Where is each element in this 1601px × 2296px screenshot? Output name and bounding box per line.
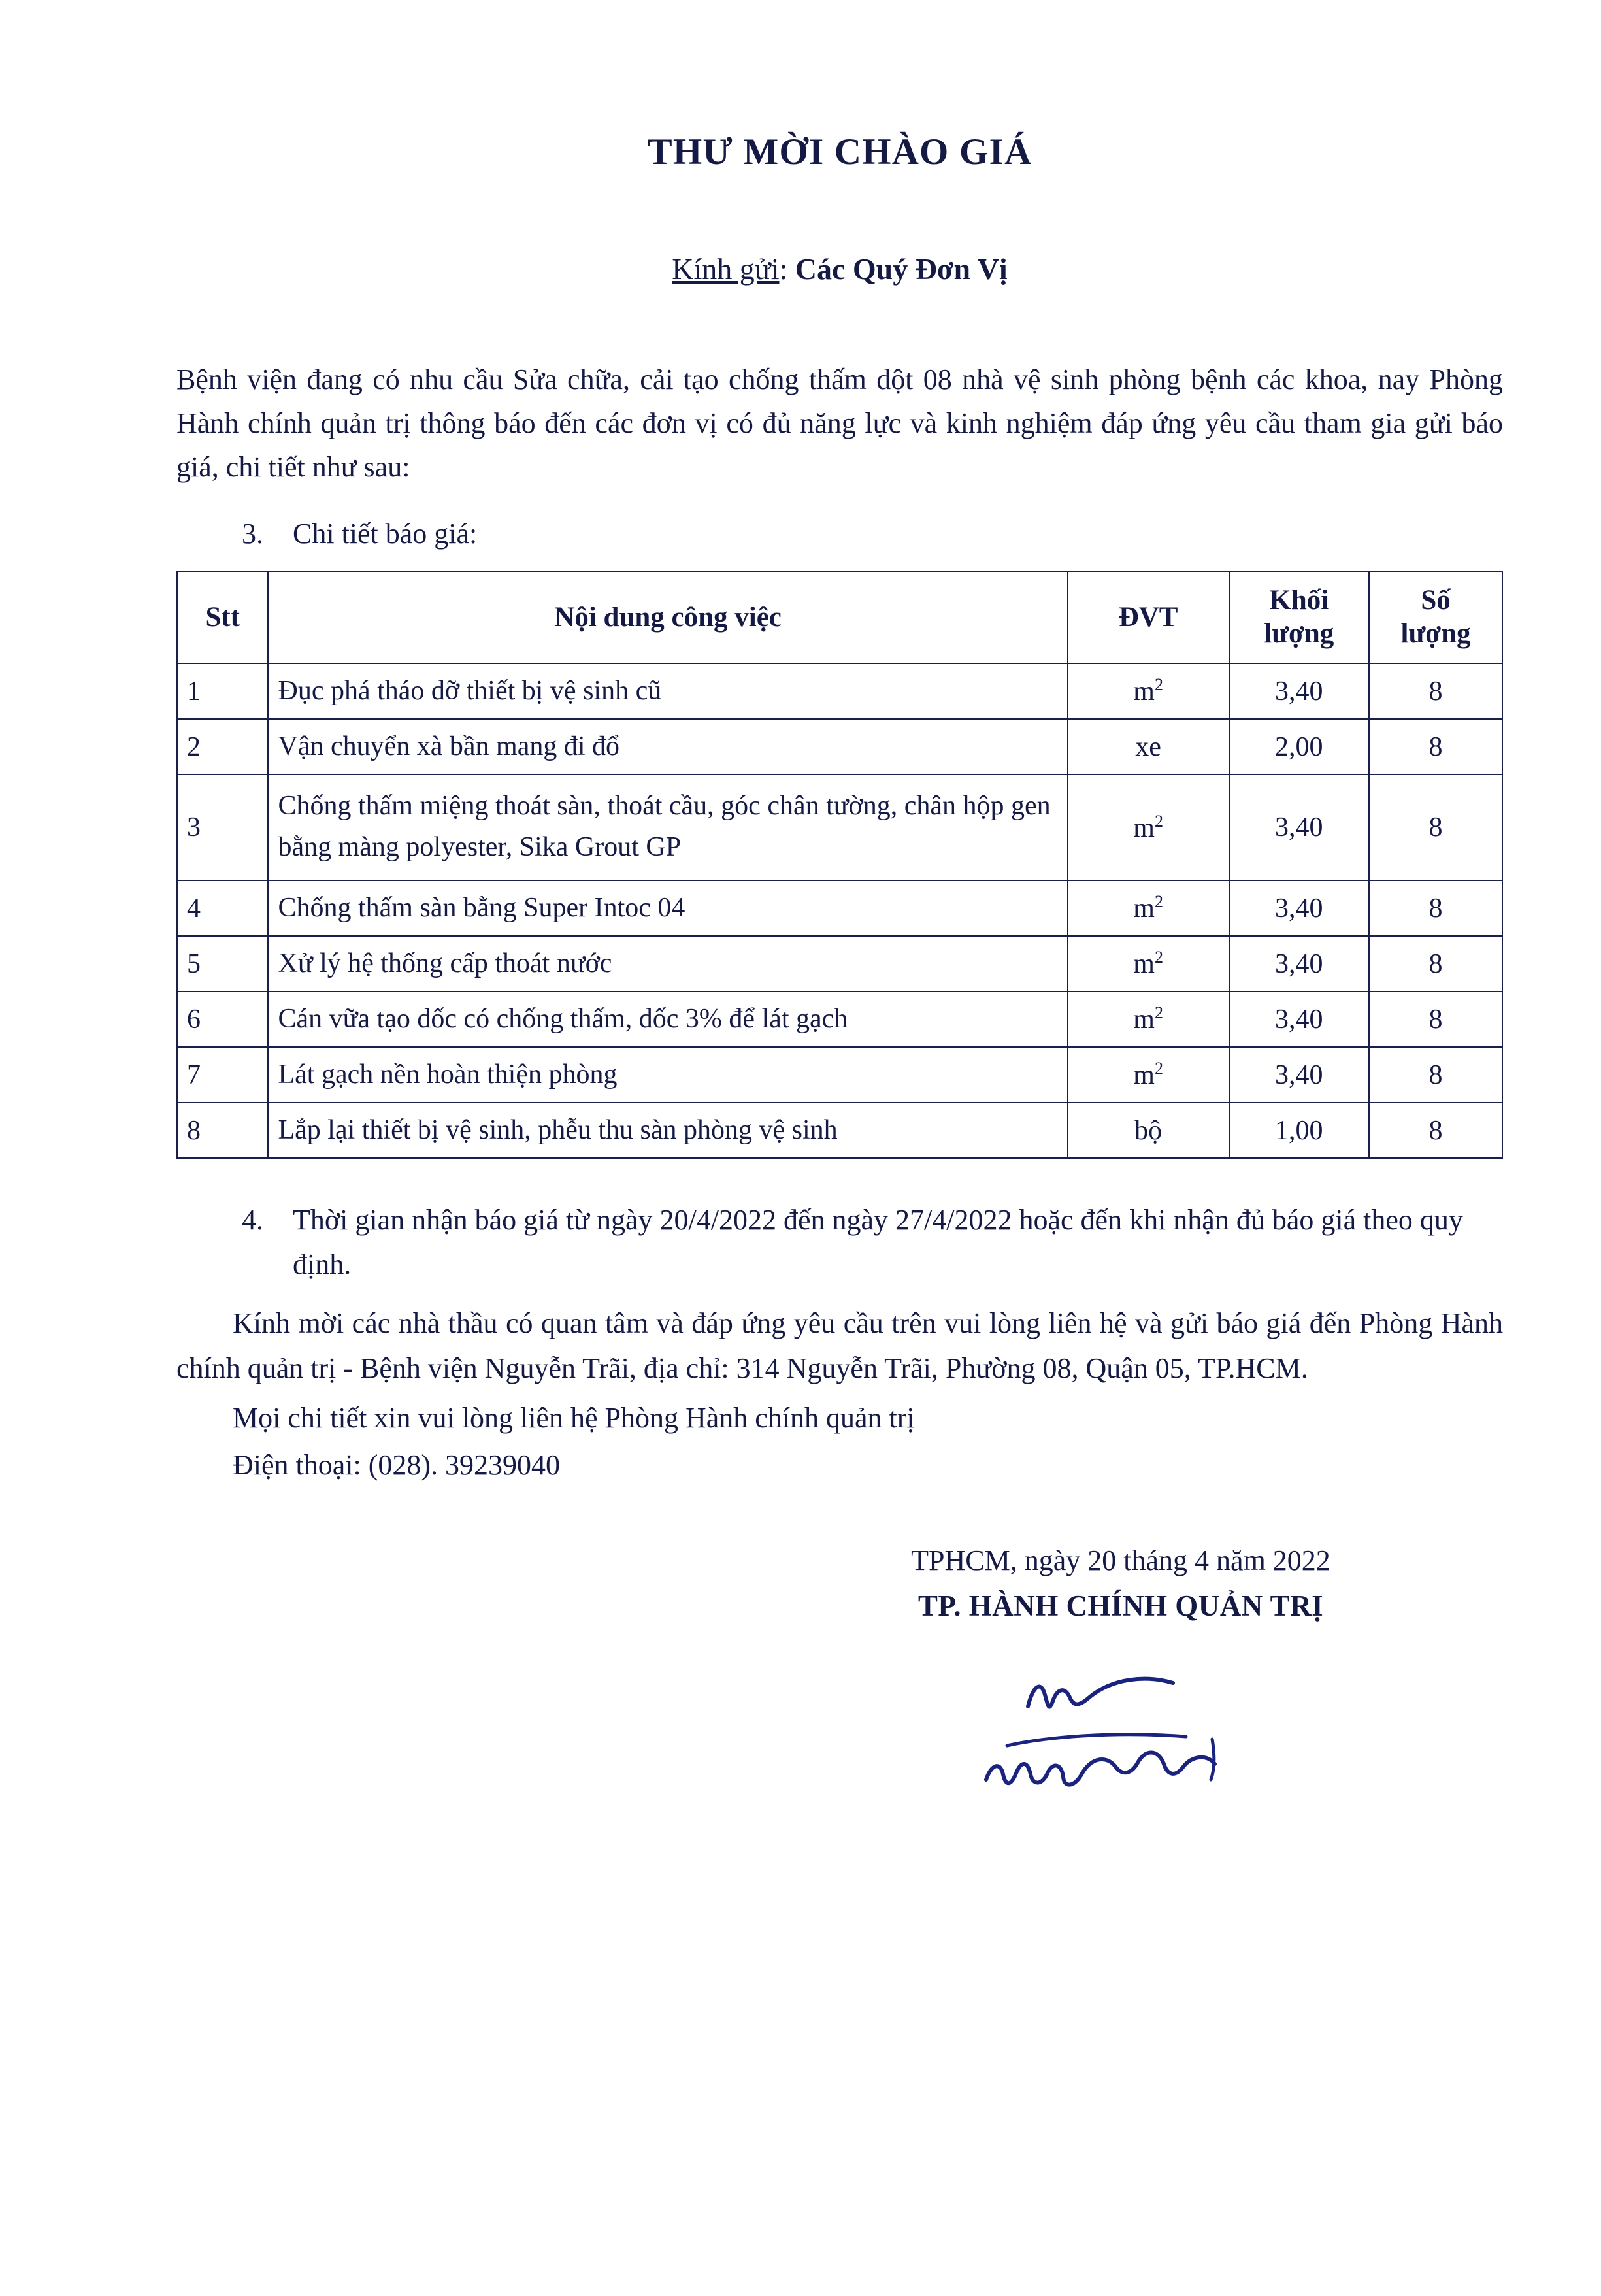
sign-place-date: TPHCM, ngày 20 tháng 4 năm 2022 <box>911 1544 1330 1577</box>
cell-content: Lắp lại thiết bị vệ sinh, phễu thu sàn phòng vệ sinh <box>268 1103 1067 1158</box>
table-row <box>177 663 1502 719</box>
cell-unit-exponent: 2 <box>1154 892 1163 911</box>
phone-line: Điện thoại: (028). 39239040 <box>233 1448 561 1481</box>
cell-unit-exponent: 2 <box>1154 1059 1163 1078</box>
cell-stt: 5 <box>177 936 268 991</box>
cell-unit-exponent: 2 <box>1154 948 1163 967</box>
table-row <box>177 1047 1502 1103</box>
recipient-prefix: Kính gửi <box>672 252 780 286</box>
column-header-volume-line2: lượng <box>1264 618 1334 650</box>
post-table-content <box>176 1198 1503 1812</box>
cell-unit-text: xe <box>1135 732 1161 762</box>
section-4-item <box>176 1198 1503 1287</box>
column-header-quantity <box>1369 571 1502 663</box>
cell-unit <box>1068 936 1229 991</box>
cell-volume: 3,40 <box>1229 991 1370 1047</box>
cell-quantity: 8 <box>1369 1103 1502 1158</box>
signature-icon <box>951 1669 1291 1812</box>
recipient-colon: : <box>779 252 795 286</box>
cell-stt: 4 <box>177 880 268 936</box>
table-row <box>177 991 1502 1047</box>
contact-line: Mọi chi tiết xin vui lòng liên hệ Phòng Hành chính quản trị <box>233 1401 915 1434</box>
cell-volume: 3,40 <box>1229 663 1370 719</box>
table-row <box>177 936 1502 991</box>
section-3-label: Chi tiết báo giá: <box>293 517 478 550</box>
table-row <box>177 1103 1502 1158</box>
cell-stt: 6 <box>177 991 268 1047</box>
table-header-row <box>177 571 1502 663</box>
recipient-name: Các Quý Đơn Vị <box>795 252 1008 286</box>
section-4-text: Thời gian nhận báo giá từ ngày 20/4/2022 đến ngày 27/4/2022 hoặc đến khi nhận đủ báo giá theo quy định. <box>293 1204 1463 1281</box>
column-header-quantity-line2: lượng <box>1400 618 1471 650</box>
cell-volume: 2,00 <box>1229 719 1370 774</box>
cell-unit-text: bộ <box>1134 1116 1163 1146</box>
cell-stt: 1 <box>177 663 268 719</box>
cell-unit <box>1068 1103 1229 1158</box>
cell-stt: 3 <box>177 774 268 880</box>
column-header-quantity-line1: Số <box>1421 584 1451 616</box>
cell-unit-text: m <box>1133 1005 1155 1035</box>
cell-unit <box>1068 991 1229 1047</box>
cell-quantity: 8 <box>1369 663 1502 719</box>
column-header-volume-line1: Khối <box>1269 584 1329 616</box>
table-row <box>177 719 1502 774</box>
cell-unit <box>1068 774 1229 880</box>
cell-quantity: 8 <box>1369 774 1502 880</box>
cell-content: Lát gạch nền hoàn thiện phòng <box>268 1047 1067 1103</box>
cell-stt: 2 <box>177 719 268 774</box>
column-header-stt: Stt <box>177 571 268 663</box>
cell-content: Xử lý hệ thống cấp thoát nước <box>268 936 1067 991</box>
sign-role: TP. HÀNH CHÍNH QUẢN TRỊ <box>917 1589 1324 1623</box>
cell-unit <box>1068 663 1229 719</box>
cell-content: Đục phá tháo dỡ thiết bị vệ sinh cũ <box>268 663 1067 719</box>
recipient-line <box>176 252 1503 286</box>
cell-unit-exponent: 2 <box>1154 811 1163 831</box>
column-header-dvt: ĐVT <box>1068 571 1229 663</box>
cell-unit-exponent: 2 <box>1154 1003 1163 1022</box>
cell-quantity: 8 <box>1369 1047 1502 1103</box>
cell-content: Chống thấm miệng thoát sàn, thoát cầu, góc chân tường, chân hộp gen bằng màng polyester, Sika Grout GP <box>268 774 1067 880</box>
cell-unit-text: m <box>1133 949 1155 979</box>
cell-quantity: 8 <box>1369 991 1502 1047</box>
price-detail-table <box>176 571 1503 1159</box>
page-title: THƯ MỜI CHÀO GIÁ <box>647 131 1032 173</box>
cell-volume: 1,00 <box>1229 1103 1370 1158</box>
closing-paragraph: Kính mời các nhà thầu có quan tâm và đáp ứng yêu cầu trên vui lòng liên hệ và gửi báo giá đến Phòng Hành chính quản trị - Bệnh viện Nguyễn Trãi, địa chỉ: 314 Nguyễn Trãi, Phường 08, Quận 05, TP.HCM. <box>176 1307 1503 1384</box>
cell-unit <box>1068 719 1229 774</box>
cell-unit <box>1068 1047 1229 1103</box>
cell-quantity: 8 <box>1369 936 1502 991</box>
cell-volume: 3,40 <box>1229 936 1370 991</box>
column-header-volume <box>1229 571 1370 663</box>
signature-block <box>176 1544 1503 1812</box>
cell-volume: 3,40 <box>1229 880 1370 936</box>
cell-quantity: 8 <box>1369 880 1502 936</box>
cell-content: Chống thấm sàn bằng Super Intoc 04 <box>268 880 1067 936</box>
intro-paragraph: Bệnh viện đang có nhu cầu Sửa chữa, cải tạo chống thấm dột 08 nhà vệ sinh phòng bệnh các khoa, nay Phòng Hành chính quản trị thông báo đến các đơn vị có đủ năng lực và kinh nghiệm đáp ứng yêu cầu tham gia gửi báo giá, chi tiết như sau: <box>176 363 1503 483</box>
cell-unit-text: m <box>1133 893 1155 923</box>
cell-unit-exponent: 2 <box>1154 675 1163 694</box>
cell-unit-text: m <box>1133 676 1155 707</box>
cell-volume: 3,40 <box>1229 1047 1370 1103</box>
column-header-content: Nội dung công việc <box>268 571 1067 663</box>
table-row <box>177 774 1502 880</box>
section-3-number: 3. <box>242 517 263 550</box>
cell-stt: 7 <box>177 1047 268 1103</box>
section-3-heading <box>176 512 1503 556</box>
section-4-number: 4. <box>242 1204 263 1236</box>
table-row <box>177 880 1502 936</box>
cell-content: Vận chuyển xà bần mang đi đổ <box>268 719 1067 774</box>
handwritten-signature <box>738 1669 1503 1812</box>
cell-unit <box>1068 880 1229 936</box>
cell-unit-text: m <box>1133 1060 1155 1090</box>
cell-volume: 3,40 <box>1229 774 1370 880</box>
document-body <box>176 131 1503 1812</box>
cell-quantity: 8 <box>1369 719 1502 774</box>
cell-unit-text: m <box>1133 812 1155 843</box>
cell-content: Cán vữa tạo dốc có chống thấm, dốc 3% để lát gạch <box>268 991 1067 1047</box>
cell-stt: 8 <box>177 1103 268 1158</box>
